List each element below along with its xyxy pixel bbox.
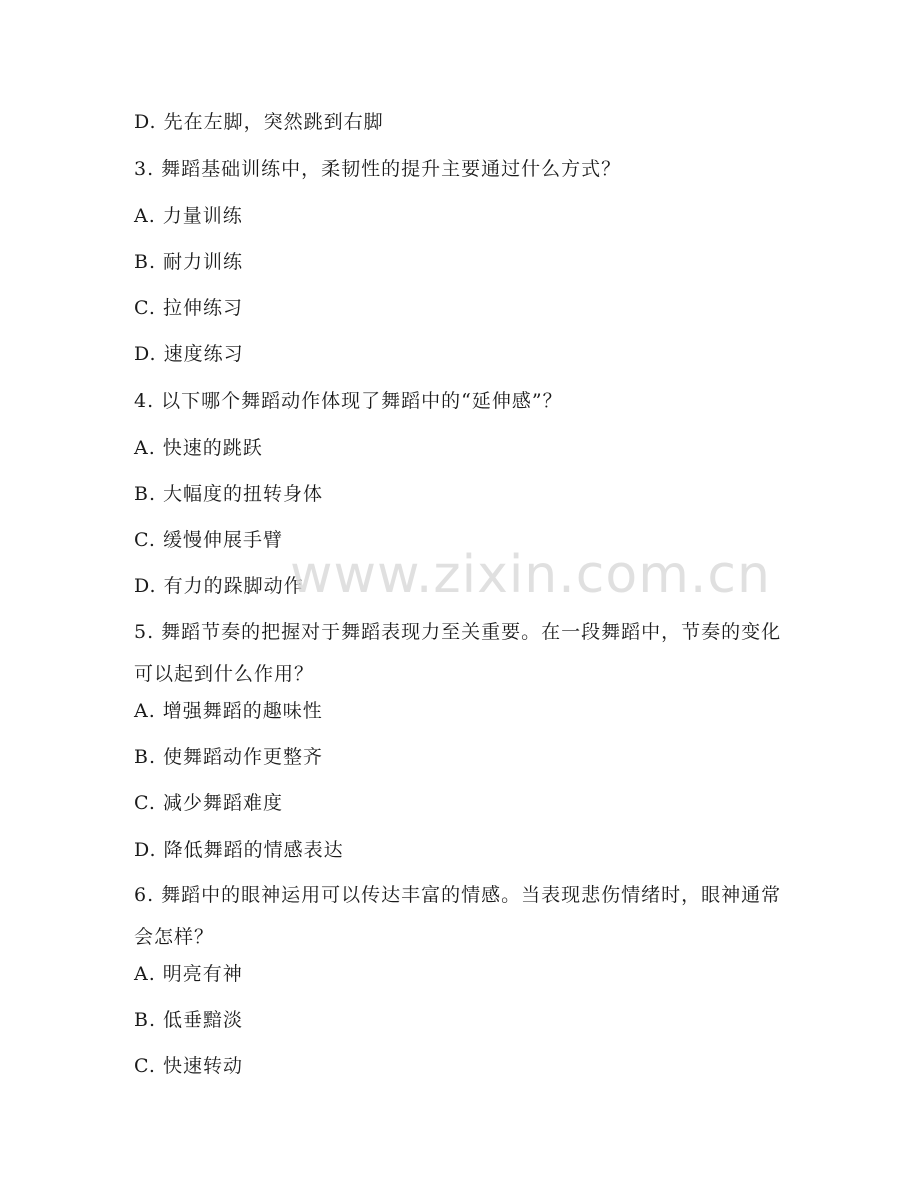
question-5: 5. 舞蹈节奏的把握对于舞蹈表现力至关重要。在一段舞蹈中，节奏的变化可以起到什么作用？ [134, 621, 782, 685]
option-d-q5: D. 降低舞蹈的情感表达 [134, 839, 344, 861]
question-3: 3. 舞蹈基础训练中，柔韧性的提升主要通过什么方式？ [134, 158, 622, 180]
option-b-q5: B. 使舞蹈动作更整齐 [134, 746, 324, 768]
option-c-q3: C. 拉伸练习 [134, 297, 243, 319]
option-a-q5: A. 增强舞蹈的趣味性 [134, 700, 323, 722]
option-c-q4: C. 缓慢伸展手臂 [134, 529, 283, 551]
option-a-q3: A. 力量训练 [134, 205, 243, 227]
option-d-q2: D. 先在左脚，突然跳到右脚 [134, 111, 384, 133]
question-6: 6. 舞蹈中的眼神运用可以传达丰富的情感。当表现悲伤情绪时，眼神通常会怎样？ [134, 884, 782, 948]
option-d-q3: D. 速度练习 [134, 343, 244, 365]
option-c-q5: C. 减少舞蹈难度 [134, 792, 283, 814]
option-b-q3: B. 耐力训练 [134, 251, 244, 273]
option-b-q6: B. 低垂黯淡 [134, 1009, 244, 1031]
question-4: 4. 以下哪个舞蹈动作体现了舞蹈中的“延伸感”？ [134, 390, 563, 412]
option-a-q4: A. 快速的跳跃 [134, 437, 263, 459]
watermark: www.zixin.com.cn [290, 545, 771, 605]
option-a-q6: A. 明亮有神 [134, 963, 243, 985]
option-b-q4: B. 大幅度的扭转身体 [134, 483, 324, 505]
option-c-q6: C. 快速转动 [134, 1055, 243, 1077]
option-d-q4: D. 有力的跺脚动作 [134, 575, 304, 597]
